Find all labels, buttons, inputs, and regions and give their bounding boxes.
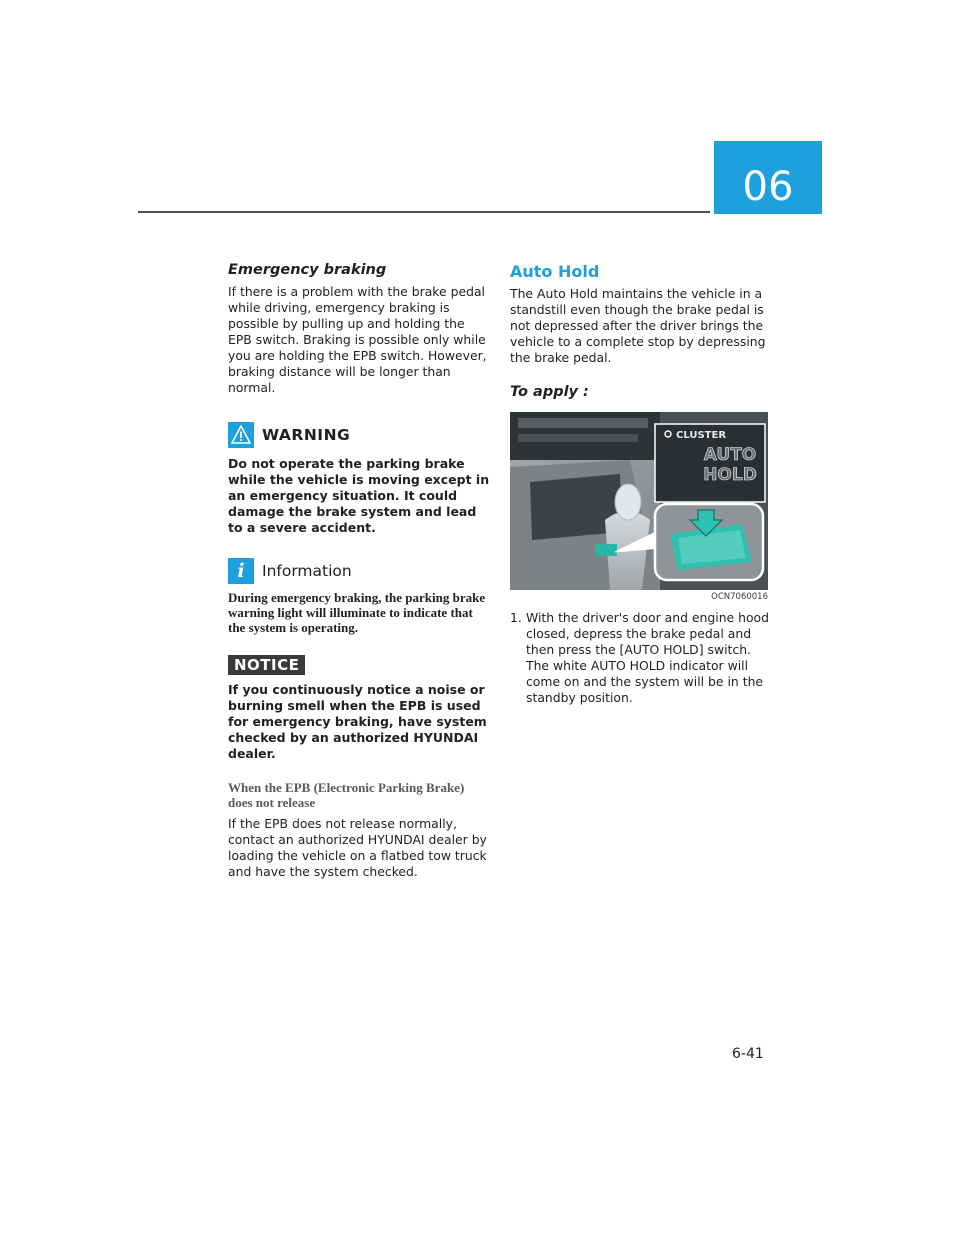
- epb-release-text: If the EPB does not release normally, contact an authorized HYUNDAI dealer by loading the vehicle on a flatbed tow truck and have the system checked.: [228, 816, 487, 879]
- step-item: [510, 610, 772, 706]
- warning-icon: [228, 422, 254, 448]
- auto-hold-intro: The Auto Hold maintains the vehicle in a standstill even though the brake pedal is not depressed after the driver brings the vehicle to a complete stop by depressing the brake pedal.: [510, 286, 766, 365]
- auto-hold-indicator-line1: AUTO: [703, 445, 757, 465]
- console-illustration: [510, 412, 768, 590]
- right-column: [510, 262, 772, 706]
- information-icon: i: [228, 558, 254, 584]
- epb-release-heading: When the EPB (Electronic Parking Brake) does not release: [228, 780, 465, 810]
- step-number: 1.: [510, 610, 522, 625]
- emergency-braking-text: If there is a problem with the brake pedal while driving, emergency braking is possible by pulling up and holding the EPB switch. Braking is possible only while you are holding the EPB switch. However, braking distance will be longer than normal.: [228, 284, 487, 395]
- page-number: 6-41: [732, 1046, 764, 1062]
- step-text: With the driver's door and engine hood closed, depress the brake pedal and then press the [AUTO HOLD] switch. The white AUTO HOLD indicator will come on and the system will be in the standby position.: [526, 610, 769, 705]
- notice-text: If you continuously notice a noise or burning smell when the EPB is used for emergency braking, have system checked by an authorized HYUNDAI dealer.: [228, 682, 487, 761]
- information-header: [228, 558, 490, 584]
- left-column: [228, 262, 490, 880]
- figure-code: OCN7060016: [711, 592, 768, 602]
- information-text: During emergency braking, the parking brake warning light will illuminate to indicate that the system is operating.: [228, 590, 486, 635]
- chapter-tab: 06: [714, 141, 822, 214]
- information-title: Information: [262, 562, 352, 580]
- warning-title: WARNING: [262, 426, 351, 444]
- auto-hold-indicator-line2: HOLD: [703, 465, 757, 485]
- auto-hold-title: Auto Hold: [510, 262, 600, 281]
- header-rule: [138, 211, 710, 213]
- cluster-label: CLUSTER: [676, 430, 727, 441]
- warning-header: [228, 422, 490, 448]
- emergency-braking-heading: Emergency braking: [228, 262, 387, 278]
- to-apply-heading: To apply :: [510, 384, 589, 400]
- auto-hold-figure: [510, 412, 768, 590]
- warning-text: Do not operate the parking brake while the vehicle is moving except in an emergency situation. It could damage the brake system and lead to a severe accident.: [228, 456, 490, 535]
- notice-badge: NOTICE: [228, 655, 305, 675]
